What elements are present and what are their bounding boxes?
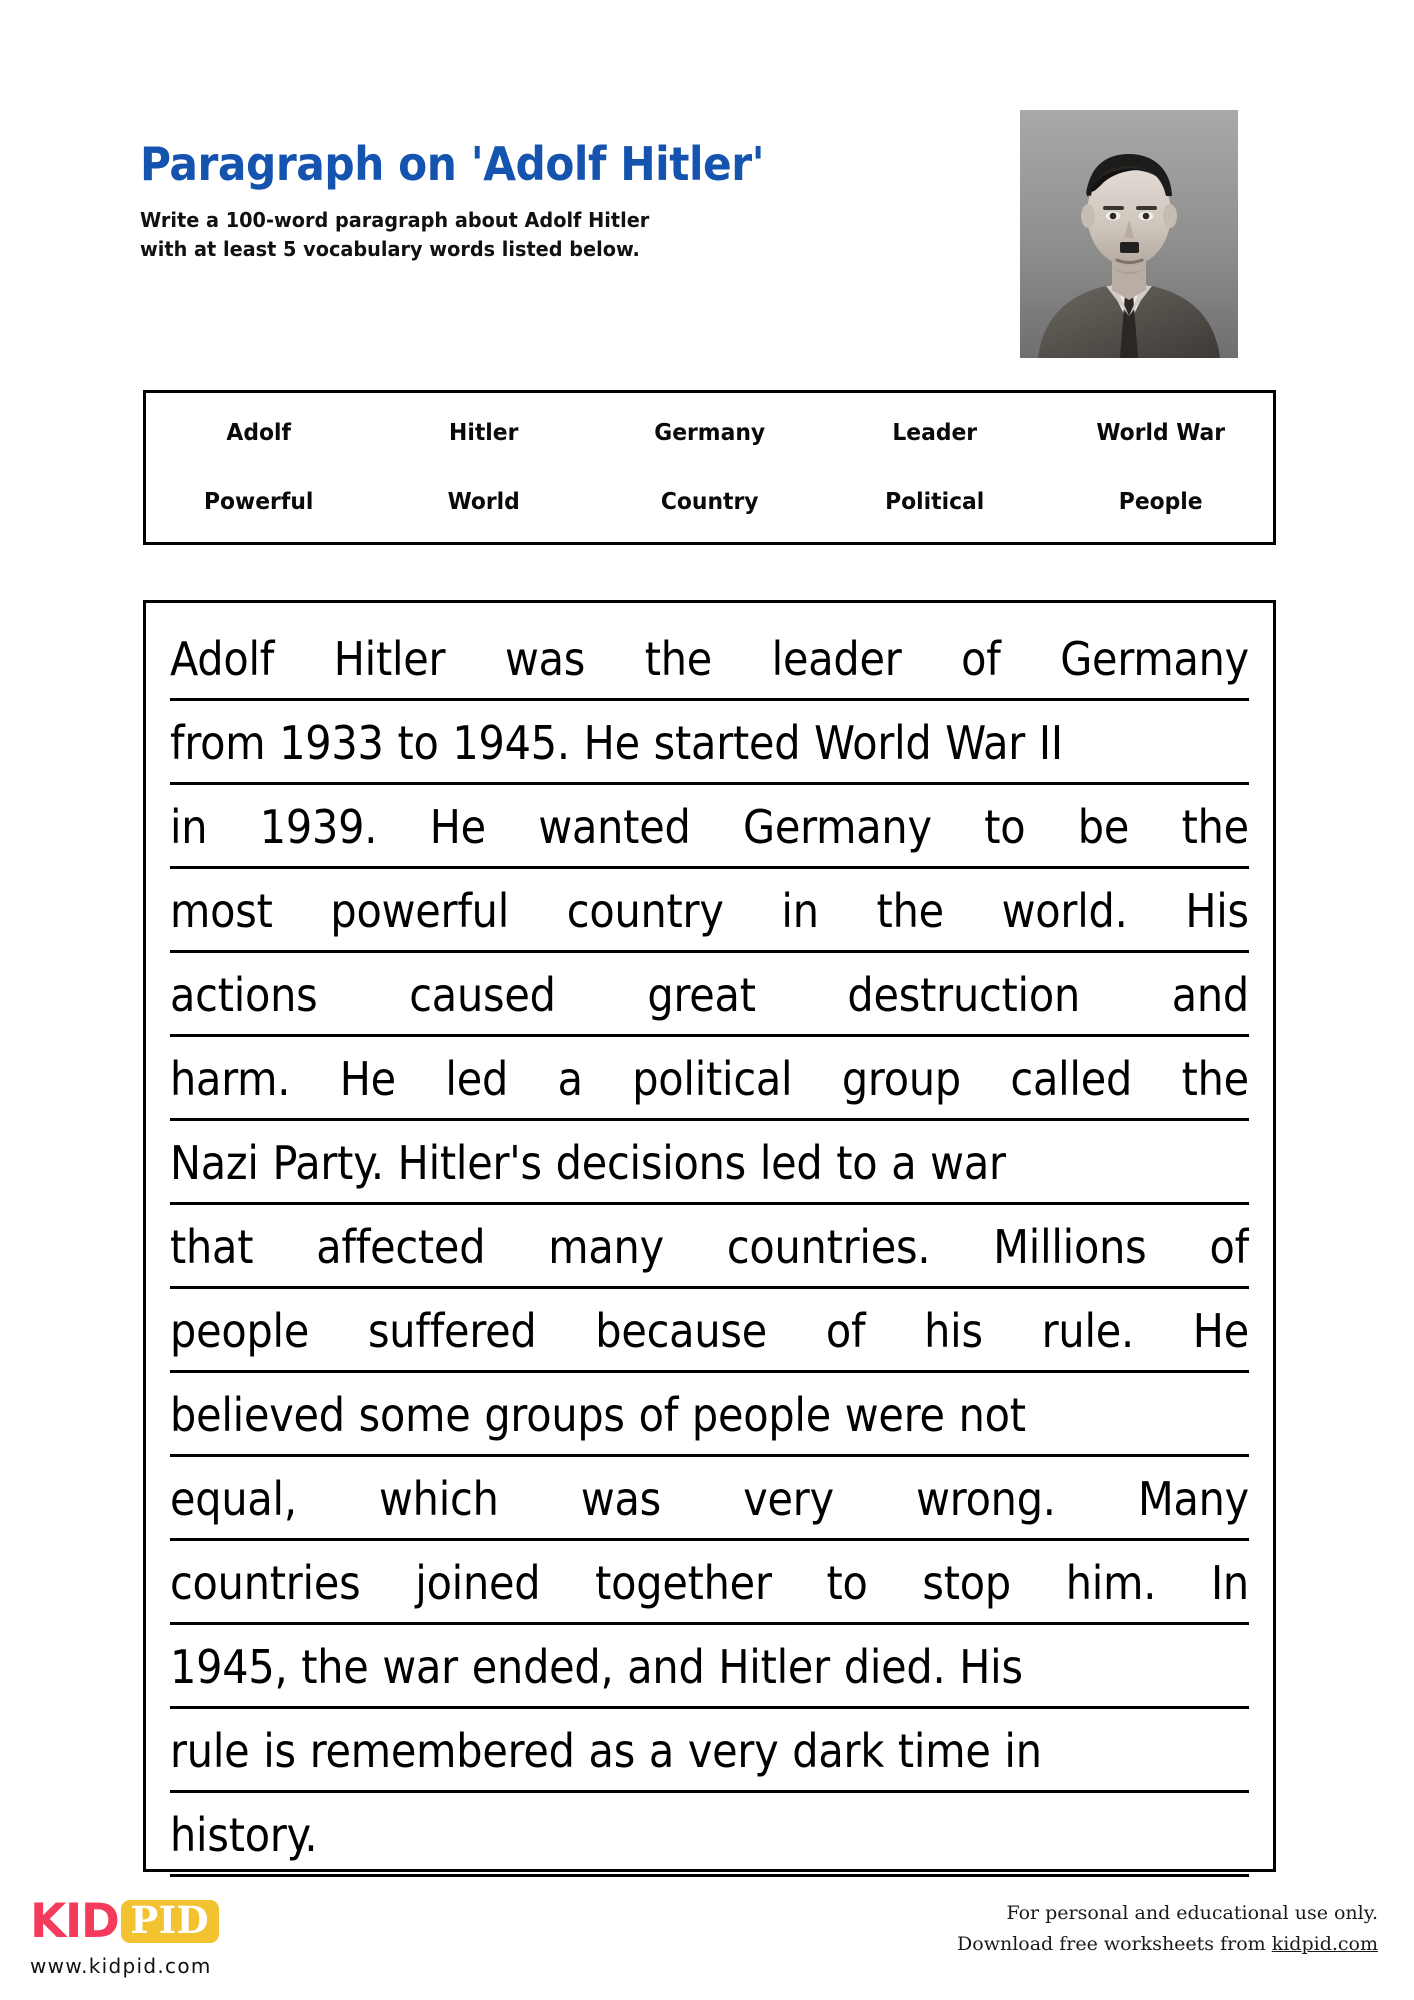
answer-word: to bbox=[836, 1136, 878, 1190]
answer-word: harm. bbox=[170, 1052, 291, 1106]
footer-line-2 bbox=[957, 1929, 1378, 1960]
answer-word: countries bbox=[170, 1556, 361, 1610]
answer-line bbox=[170, 1457, 1249, 1541]
answer-line bbox=[170, 617, 1249, 701]
answer-word: great bbox=[647, 968, 756, 1022]
answer-word: Germany bbox=[1060, 632, 1249, 686]
answer-word: in bbox=[170, 800, 208, 854]
answer-word: dark bbox=[792, 1724, 885, 1778]
answer-word: affected bbox=[316, 1220, 486, 1274]
answer-word: most bbox=[170, 884, 273, 938]
vocabulary-word: Country bbox=[660, 488, 759, 515]
answer-box[interactable] bbox=[143, 600, 1276, 1872]
answer-word: war bbox=[382, 1640, 458, 1694]
answer-word: country bbox=[566, 884, 724, 938]
answer-word: was bbox=[580, 1472, 662, 1526]
answer-line bbox=[170, 785, 1249, 869]
vocabulary-word: Hitler bbox=[449, 420, 519, 447]
vocabulary-word: Political bbox=[885, 488, 985, 515]
answer-word: wanted bbox=[538, 800, 691, 854]
answer-word: which bbox=[379, 1472, 499, 1526]
answer-word: stop bbox=[922, 1556, 1011, 1610]
instructions-line-2: with at least 5 vocabulary words listed below. bbox=[140, 237, 640, 262]
answer-word: Adolf bbox=[170, 632, 275, 686]
logo-mark bbox=[30, 1895, 280, 1947]
answer-word: was bbox=[504, 632, 586, 686]
header bbox=[140, 137, 1020, 265]
answer-word: be bbox=[1077, 800, 1130, 854]
answer-word: were bbox=[844, 1388, 945, 1442]
answer-word: very bbox=[687, 1724, 779, 1778]
logo-pid-text: PID bbox=[130, 1897, 210, 1942]
answer-word: actions bbox=[170, 968, 318, 1022]
answer-word: believed bbox=[170, 1388, 345, 1442]
answer-word: His bbox=[1185, 884, 1249, 938]
answer-word: of bbox=[961, 632, 1001, 686]
answer-word: Millions bbox=[993, 1220, 1147, 1274]
answer-word: him. bbox=[1065, 1556, 1157, 1610]
vocabulary-word: World bbox=[447, 488, 521, 515]
answer-word: rule bbox=[170, 1724, 250, 1778]
vocabulary-word: Adolf bbox=[226, 420, 291, 447]
answer-word: 1945, bbox=[170, 1640, 288, 1694]
instructions bbox=[140, 206, 967, 264]
answer-word: In bbox=[1210, 1556, 1249, 1610]
answer-word: history. bbox=[170, 1808, 318, 1862]
answer-word: started bbox=[653, 716, 801, 770]
answer-word: He bbox=[583, 716, 640, 770]
vocabulary-word: People bbox=[1118, 488, 1203, 515]
answer-word: He bbox=[429, 800, 486, 854]
answer-word: led bbox=[445, 1052, 509, 1106]
answer-word: He bbox=[1192, 1304, 1249, 1358]
answer-word: the bbox=[876, 884, 944, 938]
answer-word: decisions bbox=[555, 1136, 747, 1190]
answer-word: the bbox=[301, 1640, 369, 1694]
logo-url: www.kidpid.com bbox=[30, 1954, 212, 1978]
answer-word: 1945. bbox=[452, 716, 570, 770]
answer-word: Party. bbox=[272, 1136, 384, 1190]
answer-word: the bbox=[1181, 1052, 1249, 1106]
answer-word: died. bbox=[843, 1640, 946, 1694]
answer-line bbox=[170, 953, 1249, 1037]
answer-word: from bbox=[170, 716, 266, 770]
answer-word: a bbox=[891, 1136, 917, 1190]
answer-word: Nazi bbox=[170, 1136, 259, 1190]
answer-line bbox=[170, 1793, 1249, 1877]
answer-word: to bbox=[397, 716, 439, 770]
vocabulary-box bbox=[143, 390, 1276, 545]
answer-word: that bbox=[170, 1220, 254, 1274]
answer-word: people bbox=[691, 1388, 831, 1442]
logo-kid-text: KID bbox=[30, 1893, 119, 1949]
answer-line bbox=[170, 1037, 1249, 1121]
answer-line bbox=[170, 1709, 1249, 1793]
answer-word: War bbox=[945, 716, 1026, 770]
answer-word: rule. bbox=[1041, 1304, 1134, 1358]
answer-word: together bbox=[595, 1556, 772, 1610]
answer-word: wrong. bbox=[916, 1472, 1056, 1526]
answer-line bbox=[170, 1205, 1249, 1289]
answer-word: time bbox=[897, 1724, 991, 1778]
vocabulary-row-1 bbox=[146, 399, 1273, 468]
answer-word: Many bbox=[1137, 1472, 1249, 1526]
vocabulary-word: Germany bbox=[654, 420, 765, 447]
answer-word: II bbox=[1038, 716, 1063, 770]
footer-note bbox=[957, 1898, 1378, 1960]
answer-word: led bbox=[759, 1136, 823, 1190]
logo-pid-badge bbox=[121, 1897, 219, 1943]
answer-word: 1939. bbox=[259, 800, 378, 854]
answer-text bbox=[170, 617, 1249, 1877]
answer-word: people bbox=[170, 1304, 310, 1358]
answer-word: 1933 bbox=[279, 716, 384, 770]
answer-line bbox=[170, 1373, 1249, 1457]
answer-word: destruction bbox=[847, 968, 1080, 1022]
answer-word: remembered bbox=[309, 1724, 575, 1778]
answer-word: group bbox=[841, 1052, 961, 1106]
answer-line bbox=[170, 869, 1249, 953]
answer-word: ended, bbox=[471, 1640, 614, 1694]
answer-word: in bbox=[1004, 1724, 1042, 1778]
answer-word: caused bbox=[409, 968, 556, 1022]
page-title: Paragraph on 'Adolf Hitler' bbox=[140, 137, 765, 191]
answer-word: Hitler's bbox=[397, 1136, 542, 1190]
answer-word: leader bbox=[771, 632, 902, 686]
answer-word: joined bbox=[415, 1556, 541, 1610]
answer-word: some bbox=[358, 1388, 471, 1442]
answer-word: of bbox=[1209, 1220, 1249, 1274]
vocabulary-row-2 bbox=[146, 468, 1273, 537]
answer-word: of bbox=[638, 1388, 679, 1442]
answer-word: the bbox=[644, 632, 713, 686]
answer-word: political bbox=[632, 1052, 793, 1106]
answer-line bbox=[170, 1625, 1249, 1709]
answer-word: the bbox=[1181, 800, 1249, 854]
kidpid-logo bbox=[30, 1895, 280, 1978]
answer-word: and bbox=[627, 1640, 705, 1694]
portrait-illustration bbox=[1020, 110, 1238, 358]
vocabulary-word: Leader bbox=[892, 420, 978, 447]
answer-word: His bbox=[959, 1640, 1023, 1694]
answer-line bbox=[170, 1541, 1249, 1625]
answer-word: a bbox=[648, 1724, 675, 1778]
footer-line-1: For personal and educational use only. bbox=[1006, 1902, 1378, 1924]
vocabulary-word: Powerful bbox=[204, 488, 314, 515]
answer-word: as bbox=[588, 1724, 636, 1778]
answer-word: very bbox=[743, 1472, 834, 1526]
answer-word: equal, bbox=[170, 1472, 297, 1526]
answer-word: World bbox=[814, 716, 932, 770]
answer-word: in bbox=[781, 884, 819, 938]
answer-word: war bbox=[930, 1136, 1006, 1190]
answer-word: He bbox=[339, 1052, 396, 1106]
answer-word: Hitler bbox=[718, 1640, 830, 1694]
answer-word: countries. bbox=[726, 1220, 931, 1274]
instructions-line-1: Write a 100-word paragraph about Adolf Hitler bbox=[140, 208, 650, 233]
answer-word: to bbox=[984, 800, 1026, 854]
answer-line bbox=[170, 1289, 1249, 1373]
answer-word: a bbox=[557, 1052, 583, 1106]
answer-word: and bbox=[1171, 968, 1249, 1022]
answer-word: his bbox=[924, 1304, 983, 1358]
answer-word: not bbox=[958, 1388, 1026, 1442]
portrait-photo bbox=[1020, 110, 1238, 358]
answer-line bbox=[170, 1121, 1249, 1205]
answer-line bbox=[170, 701, 1249, 785]
answer-word: powerful bbox=[330, 884, 510, 938]
answer-word: groups bbox=[484, 1388, 625, 1442]
answer-word: is bbox=[263, 1724, 296, 1778]
kidpid-link[interactable]: kidpid.com bbox=[1271, 1932, 1378, 1955]
answer-word: many bbox=[548, 1220, 664, 1274]
vocabulary-word: World War bbox=[1095, 420, 1225, 447]
answer-word: of bbox=[825, 1304, 866, 1358]
answer-word: suffered bbox=[367, 1304, 537, 1358]
answer-word: to bbox=[826, 1556, 868, 1610]
answer-word: world. bbox=[1001, 884, 1128, 938]
answer-word: because bbox=[595, 1304, 768, 1358]
answer-word: called bbox=[1010, 1052, 1133, 1106]
footer-line-2-prefix: Download free worksheets from bbox=[957, 1932, 1272, 1955]
answer-word: Germany bbox=[743, 800, 932, 854]
answer-word: Hitler bbox=[333, 632, 446, 686]
